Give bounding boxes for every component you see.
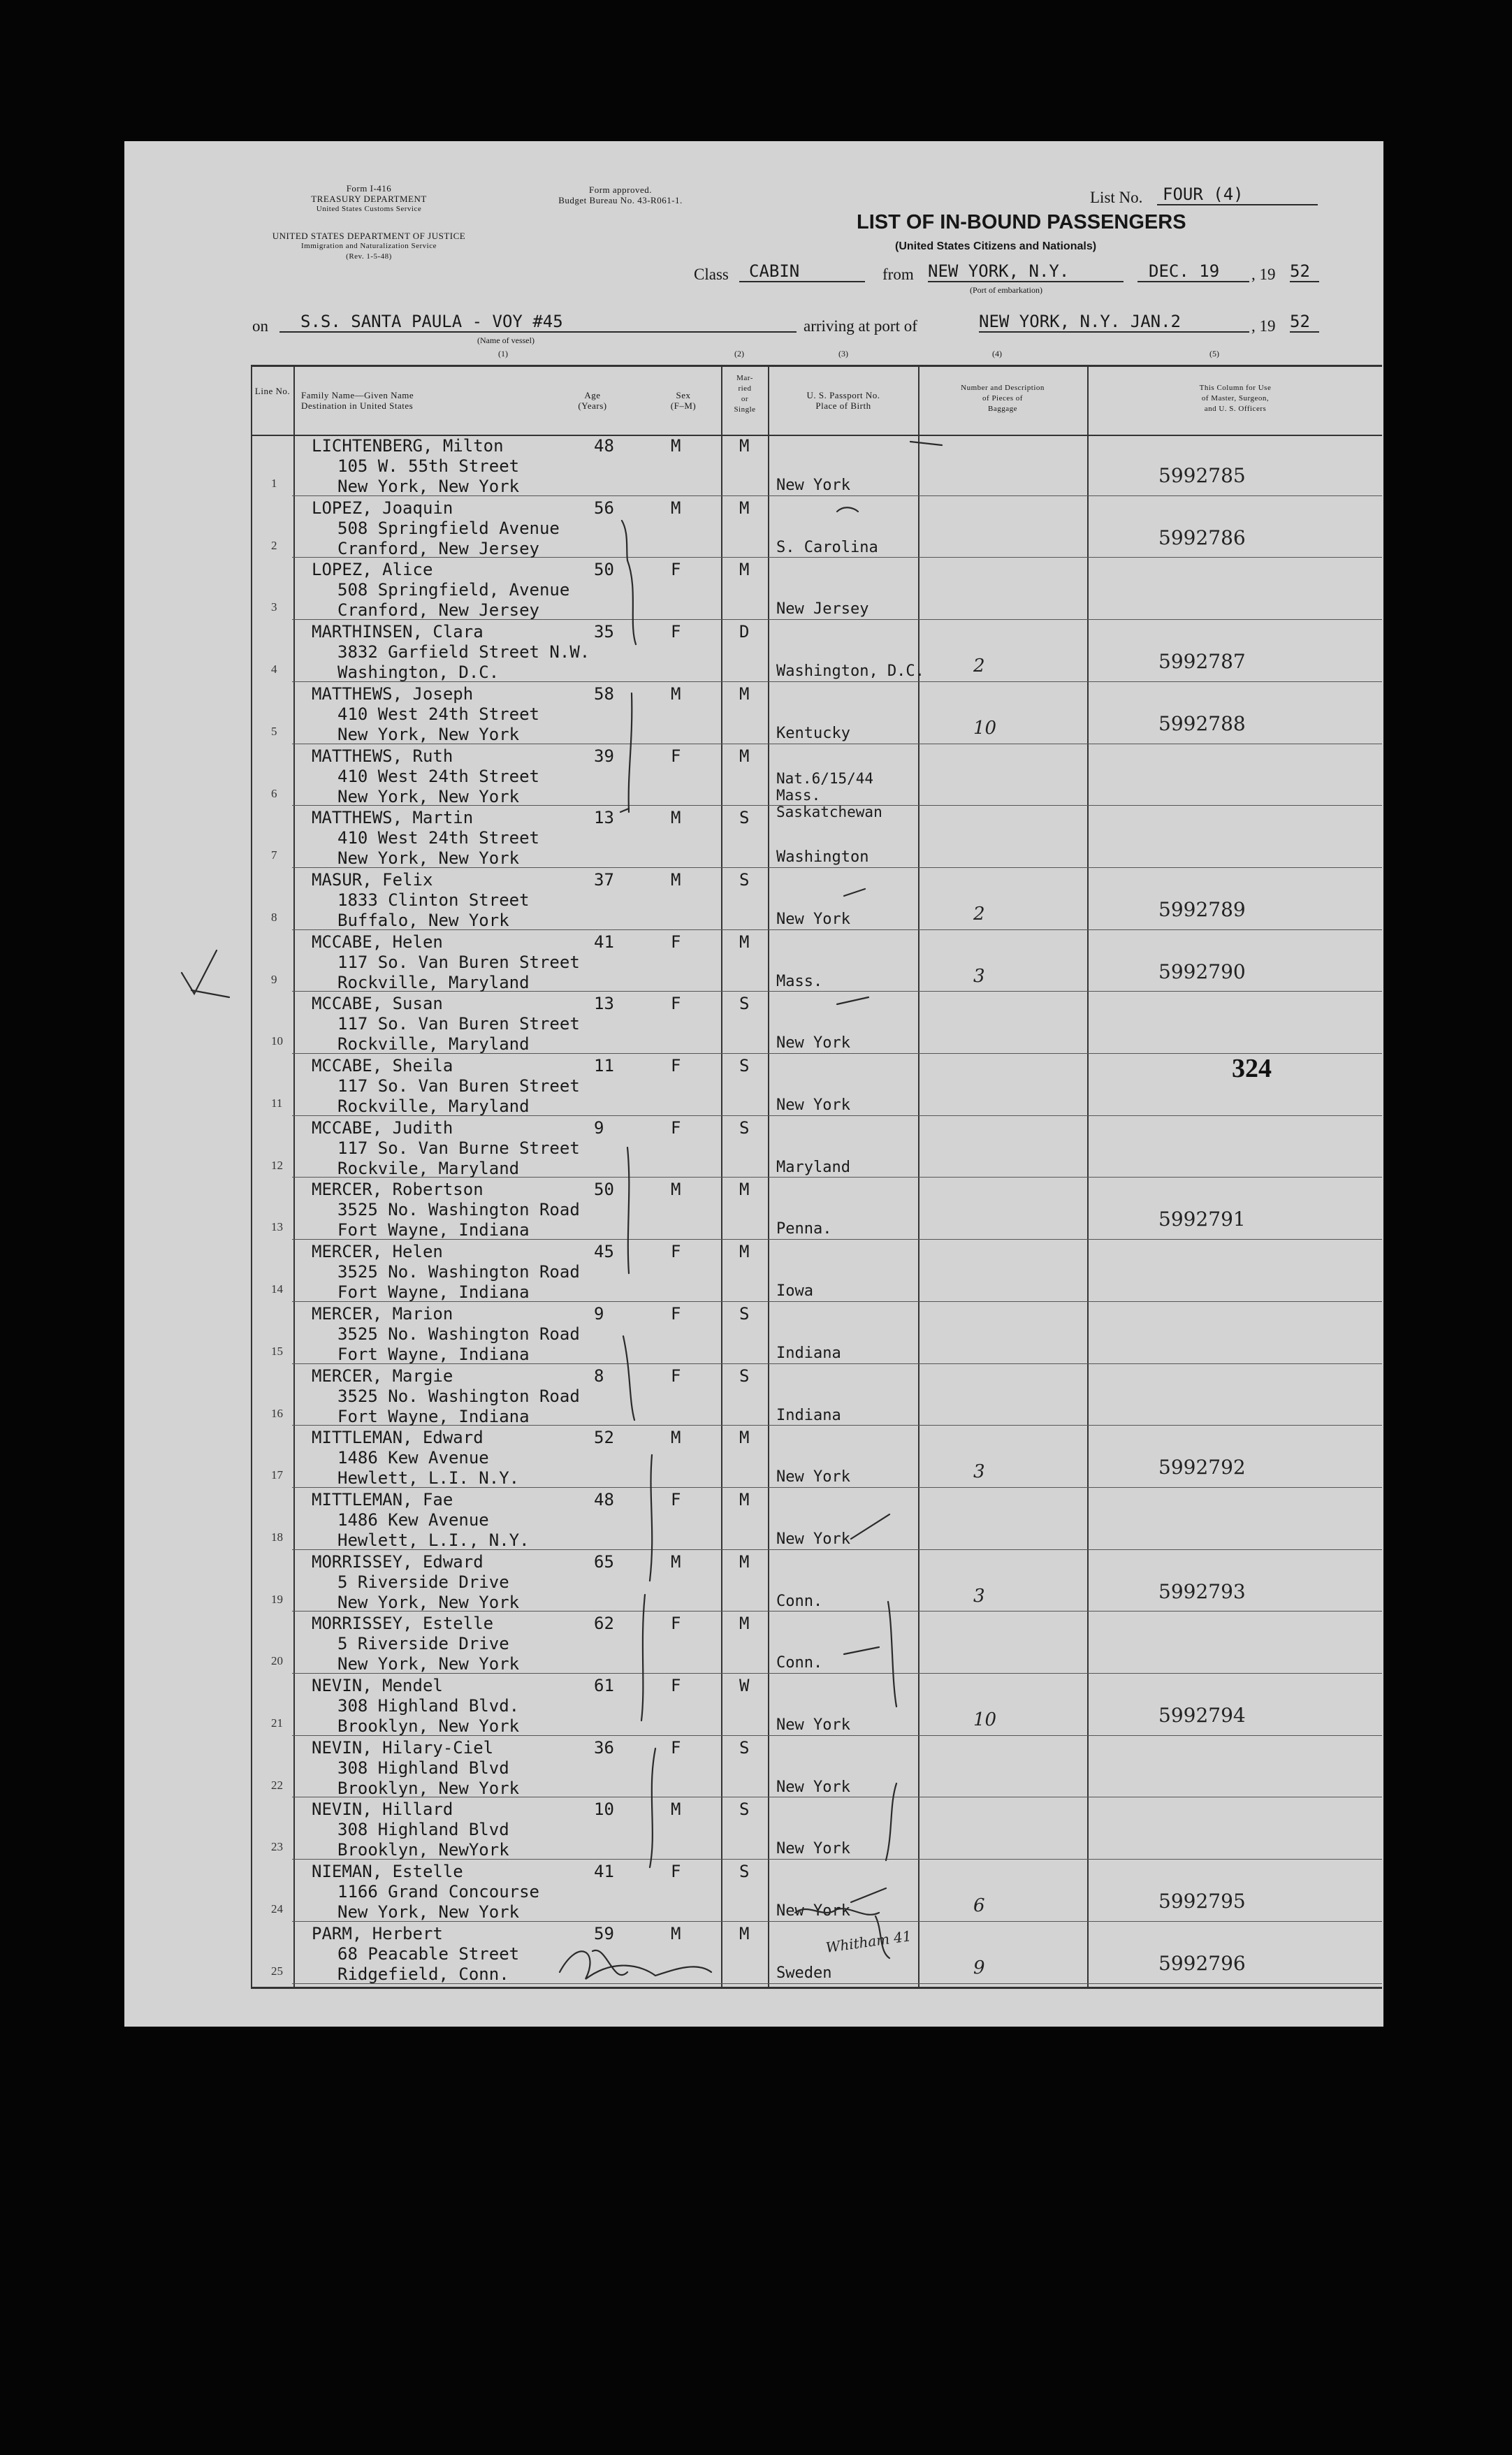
dept-treasury: TREASURY DEPARTMENT [311,194,427,204]
destination-city: New York, New York [337,1902,520,1922]
passenger-sex: F [671,1056,681,1076]
dept-justice: UNITED STATES DEPARTMENT OF JUSTICE [272,231,466,241]
baggage-count: 6 [973,1895,985,1917]
passenger-marital-status: M [739,498,750,518]
destination-city: Hewlett, L.I. N.Y. [337,1468,520,1489]
passenger-sex: F [671,1117,681,1138]
passenger-name: MERCER, Robertson [312,1180,484,1200]
row-line-number: 15 [271,1344,283,1358]
place-of-birth: Conn. [776,1654,823,1672]
destination-city: Fort Wayne, Indiana [337,1344,530,1364]
form-approved: Form approved. [588,184,653,195]
place-of-birth: New York [776,1530,850,1548]
destination-street: 117 So. Van Buren Street [337,1014,580,1034]
col-num-4: (4) [992,349,1002,359]
passenger-name: MATTHEWS, Ruth [312,746,453,766]
arriving-label: arriving at port of [804,317,917,335]
place-of-birth: New York [776,1902,850,1920]
destination-street: 3525 No. Washington Road [337,1324,580,1344]
arrival-year-prefix: , 19 [1251,317,1276,335]
passenger-age: 8 [594,1366,604,1386]
destination-street: 410 West 24th Street [337,766,539,786]
passenger-name: MITTLEMAN, Fae [312,1489,453,1509]
passenger-age: 48 [594,1489,614,1509]
passenger-sex: M [671,436,681,456]
destination-street: 1486 Kew Avenue [337,1509,489,1530]
row-line-number: 1 [271,477,277,490]
passenger-age: 9 [594,1117,604,1138]
place-of-birth: Kentucky [776,724,850,742]
passenger-age: 36 [594,1737,614,1758]
row-line-number: 8 [271,910,277,924]
baggage-count: 9 [973,1957,985,1978]
destination-city: Washington, D.C. [337,662,500,683]
passenger-marital-status: M [739,1489,750,1509]
place-of-birth: Iowa [776,1282,813,1301]
passenger-marital-status: S [739,1737,750,1758]
destination-street: 117 So. Van Buren Street [337,952,580,972]
place-of-birth: Washington, D.C. [776,662,924,681]
passenger-sex: M [671,869,681,890]
destination-city: Rockville, Maryland [337,972,530,992]
officer-number: 5992790 [1158,959,1246,983]
baggage-count: 3 [973,1461,985,1483]
destination-street: 5 Riverside Drive [337,1572,509,1592]
place-of-birth: Mass. [776,972,823,990]
header-name: Family Name—Given Name Destination in United States [301,390,414,411]
passenger-marital-status: S [739,1366,750,1386]
passenger-name: MASUR, Felix [312,869,433,890]
passenger-name: LOPEZ, Alice [312,560,433,580]
passenger-age: 52 [594,1428,614,1448]
officer-number: 5992795 [1158,1890,1246,1913]
destination-city: New York, New York [337,1654,520,1674]
passenger-name: MERCER, Helen [312,1242,443,1262]
place-of-birth: S. Carolina [776,538,878,556]
passenger-age: 50 [594,560,614,580]
passenger-sex: F [671,1862,681,1882]
passenger-age: 9 [594,1303,604,1324]
passenger-age: 45 [594,1242,614,1262]
passenger-marital-status: M [739,436,750,456]
destination-street: 1833 Clinton Street [337,890,530,910]
passenger-name: MORRISSEY, Estelle [312,1614,494,1634]
place-of-birth: Maryland [776,1158,850,1176]
form-rev: (Rev. 1-5-48) [346,252,392,261]
destination-street: 308 Highland Blvd [337,1758,509,1778]
row-line-number: 5 [271,724,277,738]
from-value: NEW YORK, N.Y. [928,261,1124,282]
destination-street: 3525 No. Washington Road [337,1386,580,1406]
passenger-age: 62 [594,1614,614,1634]
row-line-number: 17 [271,1468,283,1482]
passenger-age: 48 [594,436,614,456]
destination-street: 3832 Garfield Street N.W. [337,642,590,662]
destination-street: 1166 Grand Concourse [337,1882,539,1902]
dept-customs: United States Customs Service [316,205,422,213]
baggage-count: 3 [973,965,985,987]
destination-street: 508 Springfield, Avenue [337,580,570,600]
place-of-birth: New York [776,1840,850,1858]
passenger-age: 11 [594,1056,614,1076]
on-label: on [252,317,268,335]
place-of-birth: New York [776,1034,850,1052]
from-label: from [882,266,914,283]
passenger-age: 13 [594,808,614,828]
passenger-age: 41 [594,932,614,952]
place-of-birth: Penna. [776,1220,832,1238]
destination-street: 308 Highland Blvd [337,1820,509,1840]
passenger-age: 56 [594,498,614,518]
passenger-sex: M [671,1180,681,1200]
destination-city: Fort Wayne, Indiana [337,1406,530,1426]
passenger-marital-status: M [739,1923,750,1943]
passenger-marital-status: M [739,1551,750,1572]
departure-date: DEC. 19 [1137,261,1249,282]
place-of-birth: Indiana [776,1406,841,1424]
passenger-marital-status: S [739,869,750,890]
row-line-number: 16 [271,1406,283,1420]
list-no-value: FOUR (4) [1157,184,1318,205]
passenger-marital-status: S [739,1117,750,1138]
passenger-sex: F [671,1366,681,1386]
passenger-sex: F [671,1242,681,1262]
place-of-birth: Sweden [776,1964,832,1982]
passenger-marital-status: M [739,1614,750,1634]
passenger-name: MARTHINSEN, Clara [312,622,484,642]
passenger-sex: F [671,1303,681,1324]
officer-number: 5992796 [1158,1951,1246,1975]
destination-city: Rockville, Maryland [337,1096,530,1116]
manifest-page [124,141,1383,2027]
col-num-3: (3) [838,349,848,359]
passenger-age: 39 [594,746,614,766]
row-line-number: 24 [271,1902,283,1916]
officer-number: 5992786 [1158,526,1246,549]
passenger-name: MCCABE, Helen [312,932,443,952]
passenger-sex: F [671,1676,681,1695]
form-number: Form I-416 [346,183,392,194]
place-of-birth: New Jersey [776,600,869,618]
destination-street: 1486 Kew Avenue [337,1448,489,1468]
passenger-name: NEVIN, Mendel [312,1676,443,1695]
vessel-name: S.S. SANTA PAULA - VOY #45 [279,312,797,333]
passenger-age: 37 [594,869,614,890]
row-line-number: 23 [271,1840,283,1854]
row-line-number: 25 [271,1964,283,1978]
place-of-birth: New York [776,1468,850,1486]
passenger-age: 65 [594,1551,614,1572]
destination-city: New York, New York [337,1592,520,1612]
svg-text:Whitham 41: Whitham 41 [824,1927,913,1956]
passenger-age: 41 [594,1862,614,1882]
row-line-number: 11 [271,1096,283,1110]
list-no-label: List No. [1090,189,1143,206]
place-of-birth: New York [776,1096,850,1114]
officer-number: 5992788 [1158,711,1246,735]
handwritten-marks [124,141,1383,2027]
officer-number: 5992792 [1158,1456,1246,1479]
header-marital: Mar- ried or Single [734,374,756,414]
arrival-year: 52 [1290,312,1319,333]
destination-city: New York, New York [337,724,520,744]
passenger-sex: F [671,1614,681,1634]
row-line-number: 13 [271,1220,283,1234]
row-line-number: 18 [271,1530,283,1544]
passenger-sex: F [671,1737,681,1758]
passenger-age: 10 [594,1799,614,1820]
header-line-no: Line No. [254,386,291,396]
destination-city: Cranford, New Jersey [337,600,539,621]
passenger-sex: M [671,498,681,518]
passenger-marital-status: S [739,1056,750,1076]
budget-number: Budget Bureau No. 43-R061-1. [558,195,683,205]
passenger-marital-status: S [739,1862,750,1882]
dept-immigration: Immigration and Naturalization Service [300,242,437,250]
passenger-marital-status: W [739,1676,750,1695]
passenger-age: 61 [594,1676,614,1695]
passenger-name: MERCER, Marion [312,1303,453,1324]
baggage-count: 2 [973,656,985,677]
header-baggage: Number and Description of Pieces of Baggage [961,384,1045,413]
destination-street: 508 Springfield Avenue [337,518,560,538]
destination-city: Buffalo, New York [337,910,509,930]
row-line-number: 22 [271,1778,283,1792]
row-line-number: 2 [271,538,277,552]
form-subtitle: (United States Citizens and Nationals) [895,240,1097,252]
passenger-marital-status: M [739,1180,750,1200]
destination-street: 105 W. 55th Street [337,456,520,476]
destination-city: Rockvile, Maryland [337,1158,520,1178]
row-line-number: 9 [271,972,277,986]
passenger-name: MITTLEMAN, Edward [312,1428,484,1448]
row-line-number: 6 [271,786,277,800]
place-of-birth: New York [776,1778,850,1796]
header-sex: Sex (F–M) [670,390,697,411]
vessel-caption: (Name of vessel) [477,335,535,345]
departure-year: 52 [1290,261,1319,282]
passenger-marital-status: M [739,560,750,580]
passenger-name: NIEMAN, Estelle [312,1862,463,1882]
passenger-sex: F [671,932,681,952]
passenger-marital-status: M [739,1242,750,1262]
destination-city: Fort Wayne, Indiana [337,1220,530,1240]
passenger-age: 50 [594,1180,614,1200]
passenger-marital-status: M [739,683,750,704]
col-num-2: (2) [734,349,744,359]
row-line-number: 3 [271,600,277,614]
passenger-sex: M [671,1551,681,1572]
passenger-sex: M [671,683,681,704]
header-age: Age (Years) [578,390,607,411]
row-line-number: 21 [271,1716,283,1730]
page-stamp-number: 324 [1232,1054,1272,1083]
passenger-sex: F [671,1489,681,1509]
passenger-name: MERCER, Margie [312,1366,453,1386]
baggage-count: 10 [973,1709,997,1730]
passenger-name: MATTHEWS, Martin [312,808,474,828]
officer-number: 5992794 [1158,1704,1246,1727]
destination-street: 308 Highland Blvd. [337,1696,520,1716]
destination-city: Rockville, Maryland [337,1034,530,1055]
destination-city: Brooklyn, New York [337,1778,520,1798]
officer-number: 5992785 [1158,464,1246,487]
passenger-sex: F [671,746,681,766]
col-num-1: (1) [498,349,508,359]
passenger-marital-status: D [739,622,750,642]
officer-number: 5992789 [1158,897,1246,921]
destination-city: Fort Wayne, Indiana [337,1282,530,1303]
row-line-number: 20 [271,1654,283,1668]
destination-street: 117 So. Van Burne Street [337,1138,580,1158]
passenger-age: 59 [594,1923,614,1943]
passenger-sex: F [671,622,681,642]
passenger-age: 58 [594,683,614,704]
destination-city: Cranford, New Jersey [337,538,539,558]
passenger-sex: F [671,560,681,580]
baggage-count: 10 [973,717,997,739]
arrival-port: NEW YORK, N.Y. JAN.2 [979,312,1249,333]
col-num-5: (5) [1209,349,1219,359]
passenger-sex: M [671,1428,681,1448]
destination-street: 3525 No. Washington Road [337,1200,580,1220]
passenger-name: NEVIN, Hilary-Ciel [312,1737,494,1758]
row-line-number: 19 [271,1592,283,1606]
place-of-birth: New York [776,1716,850,1734]
passenger-age: 13 [594,994,614,1014]
passenger-name: MORRISSEY, Edward [312,1551,484,1572]
destination-city: New York, New York [337,477,520,496]
baggage-count: 2 [973,903,985,925]
class-value: CABIN [739,261,865,282]
passenger-marital-status: S [739,1799,750,1820]
officer-number: 5992791 [1158,1208,1246,1231]
place-of-birth: Conn. [776,1592,823,1610]
passenger-name: LOPEZ, Joaquin [312,498,453,518]
form-title: LIST OF IN-BOUND PASSENGERS [857,211,1186,233]
header-passport: U. S. Passport No. Place of Birth [806,390,880,411]
row-line-number: 4 [271,662,277,676]
destination-city: New York, New York [337,786,520,806]
destination-city: Hewlett, L.I., N.Y. [337,1530,530,1550]
passenger-marital-status: M [739,746,750,766]
class-label: Class [694,266,729,283]
passenger-marital-status: M [739,932,750,952]
row-line-number: 12 [271,1158,283,1172]
passenger-age: 35 [594,622,614,642]
destination-street: 3525 No. Washington Road [337,1262,580,1282]
passenger-name: NEVIN, Hillard [312,1799,453,1820]
destination-city: Ridgefield, Conn. [337,1964,509,1984]
passenger-name: PARM, Herbert [312,1923,443,1943]
row-line-number: 14 [271,1282,283,1296]
passenger-marital-status: S [739,994,750,1014]
destination-street: 117 So. Van Buren Street [337,1076,580,1096]
passenger-sex: F [671,994,681,1014]
passenger-name: MCCABE, Susan [312,994,443,1014]
header-officers: This Column for Use of Master, Surgeon, and U. S. Officers [1199,384,1272,413]
passenger-name: MCCABE, Sheila [312,1056,453,1076]
departure-year-prefix: , 19 [1251,266,1276,283]
place-of-birth: Nat.6/15/44 Mass. Saskatchewan [776,769,882,820]
destination-street: 410 West 24th Street [337,704,539,724]
destination-street: 410 West 24th Street [337,828,539,848]
row-line-number: 7 [271,848,277,862]
passenger-marital-status: S [739,808,750,828]
destination-city: Brooklyn, NewYork [337,1840,509,1860]
passenger-name: MATTHEWS, Joseph [312,683,474,704]
destination-city: New York, New York [337,848,520,869]
place-of-birth: New York [776,910,850,928]
destination-street: 68 Peacable Street [337,1943,520,1964]
place-of-birth: Washington [776,848,869,867]
place-of-birth: New York [776,477,850,494]
passenger-sex: M [671,1923,681,1943]
port-caption: (Port of embarkation) [970,285,1042,295]
officer-number: 5992793 [1158,1579,1246,1603]
place-of-birth: Indiana [776,1344,841,1362]
passenger-marital-status: M [739,1428,750,1448]
passenger-name: MCCABE, Judith [312,1117,453,1138]
passenger-name: LICHTENBERG, Milton [312,436,504,456]
destination-street: 5 Riverside Drive [337,1634,509,1654]
passenger-sex: M [671,1799,681,1820]
officer-number: 5992787 [1158,650,1246,674]
passenger-sex: M [671,808,681,828]
row-line-number: 10 [271,1034,283,1048]
baggage-count: 3 [973,1585,985,1607]
destination-city: Brooklyn, New York [337,1716,520,1736]
passenger-marital-status: S [739,1303,750,1324]
